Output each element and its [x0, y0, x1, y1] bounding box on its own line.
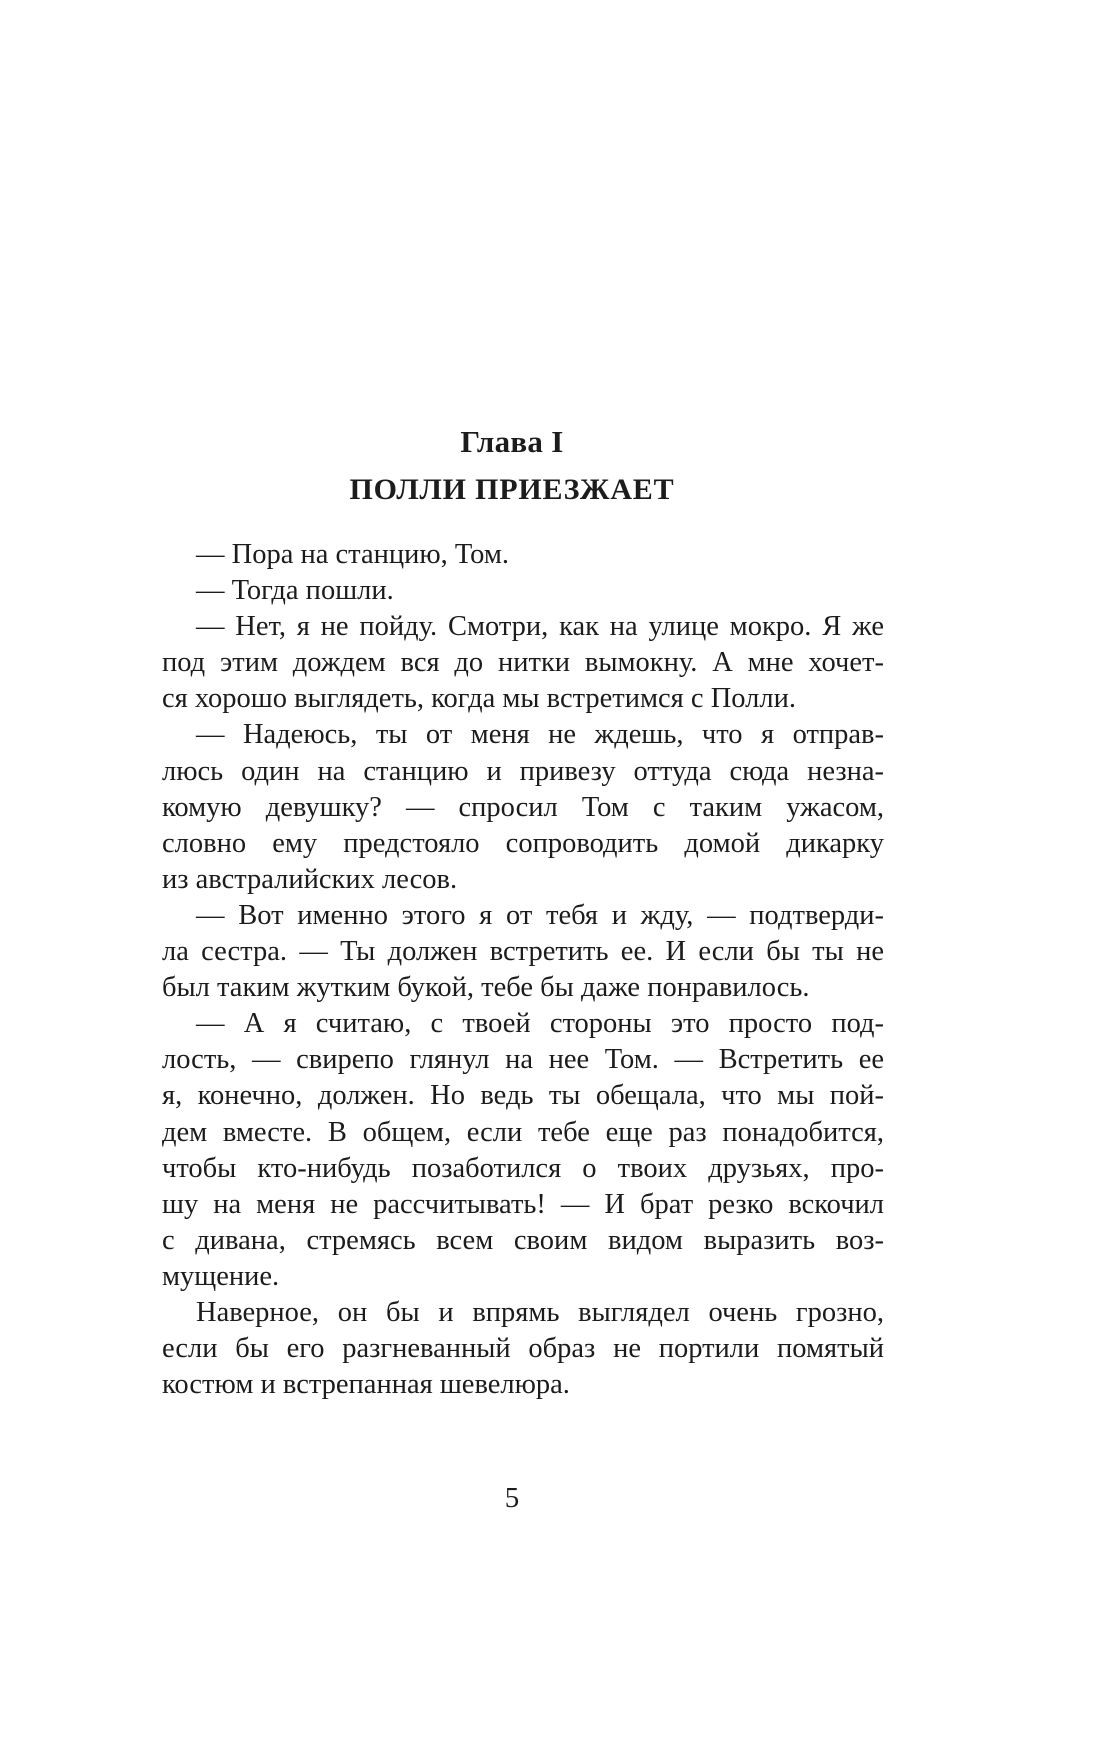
text-line: был таким жутким букой, тебе бы даже понравилось.: [162, 972, 810, 1004]
text-line: костюм и встрепанная шевелюра.: [162, 1369, 570, 1401]
text-line: из австралийских лесов.: [162, 863, 458, 895]
text-line: — Пора на станцию, Том.: [196, 539, 510, 570]
text-line: с дивана, стремясь всем своим видом выразить воз-: [162, 1224, 884, 1256]
text-line: дем вместе. В общем, если тебе еще раз понадобится,: [162, 1116, 884, 1148]
text-line: — А я считаю, с твоей стороны это просто под-: [196, 1008, 884, 1040]
text-line: если бы его разгневанный образ не портили помятый: [162, 1333, 884, 1365]
text-line: люсь один на станцию и привезу оттуда сюда незна-: [162, 755, 884, 787]
text-line: — Нет, я не пойду. Смотри, как на улице мокро. Я же: [196, 611, 884, 643]
chapter-number: Глава I: [460, 424, 564, 459]
text-line: — Тогда пошли.: [196, 575, 394, 607]
text-line: Наверное, он бы и впрямь выглядел очень грозно,: [196, 1296, 884, 1328]
text-line: ся хорошо выглядеть, когда мы встретимся с Полли.: [162, 683, 796, 715]
text-line: комую девушку? — спросил Том с таким ужасом,: [162, 791, 884, 823]
text-line: чтобы кто-нибудь позаботился о твоих друзьях, про-: [162, 1152, 884, 1184]
text-line: мущение.: [162, 1260, 280, 1292]
text-line: шу на меня не рассчитывать! — И брат резко вскочил: [162, 1188, 884, 1220]
chapter-body-text: [162, 537, 884, 1403]
text-line: словно ему предстояло сопроводить домой дикарку: [162, 827, 884, 859]
text-line: — Вот именно этого я от тебя и жду, — подтверди-: [196, 899, 884, 931]
text-line: лость, — свирепо глянул на нее Том. — Встретить ее: [162, 1044, 884, 1076]
text-line: — Надеюсь, ты от меня не ждешь, что я отправ-: [196, 719, 884, 751]
chapter-title: ПОЛЛИ ПРИЕЗЖАЕТ: [349, 473, 675, 506]
text-line: под этим дождем вся до нитки вымокну. А мне хочет-: [162, 647, 884, 679]
text-line: я, конечно, должен. Но ведь ты обещала, что мы пой-: [162, 1080, 884, 1112]
text-line: ла сестра. — Ты должен встретить ее. И если бы ты не: [162, 936, 884, 968]
page-number: 5: [504, 1482, 520, 1514]
